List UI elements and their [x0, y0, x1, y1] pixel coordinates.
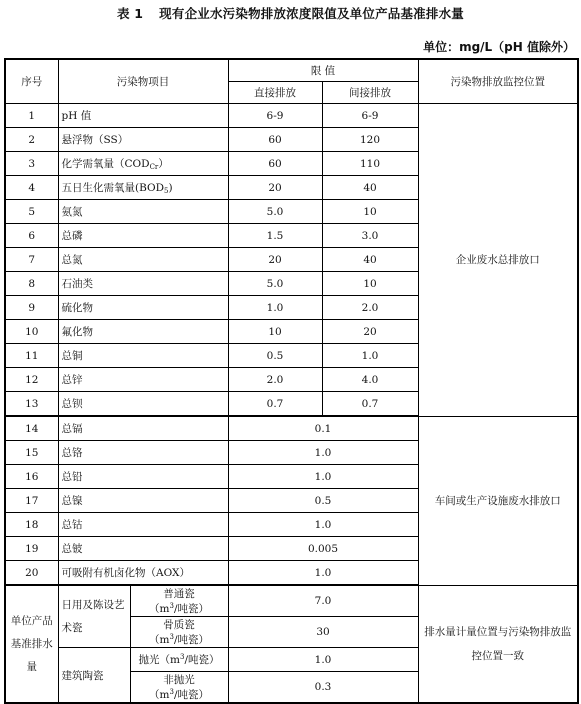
bench-item-name: 骨质瓷（$m^3/$吨瓷） — [130, 617, 228, 648]
row-item: 总铬 — [58, 441, 228, 465]
row-indirect: 3.0 — [322, 224, 418, 248]
header-direct: 直接排放 — [228, 82, 322, 104]
row-item: 氨氮 — [58, 200, 228, 224]
row-item: 总锌 — [58, 368, 228, 392]
row-indirect: 1.0 — [322, 344, 418, 368]
row-item: 总镉 — [58, 416, 228, 441]
row-value: 0.5 — [228, 489, 418, 513]
row-direct: 20 — [228, 176, 322, 200]
row-no: 3 — [5, 152, 58, 176]
row-indirect: 2.0 — [322, 296, 418, 320]
row-item: 悬浮物（SS） — [58, 128, 228, 152]
row-no: 15 — [5, 441, 58, 465]
row-item: 化学需氧量$(COD_{Cr})$ — [58, 152, 228, 176]
bench-item-value: 1.0 — [228, 648, 418, 672]
row-item: 总钴 — [58, 513, 228, 537]
row-indirect: 6-9 — [322, 104, 418, 128]
row-no: 2 — [5, 128, 58, 152]
row-no: 1 — [5, 104, 58, 128]
row-no: 9 — [5, 296, 58, 320]
row-item: 总铅 — [58, 465, 228, 489]
bench-item-value: 7.0 — [228, 585, 418, 617]
row-value: 1.0 — [228, 561, 418, 586]
row-no: 14 — [5, 416, 58, 441]
row-no: 13 — [5, 392, 58, 417]
row-indirect: 20 — [322, 320, 418, 344]
row-indirect: 120 — [322, 128, 418, 152]
row-item: pH 值 — [58, 104, 228, 128]
table-caption — [0, 4, 581, 22]
row-direct: 20 — [228, 248, 322, 272]
pollutant-limits-table — [4, 58, 579, 704]
row-no: 5 — [5, 200, 58, 224]
row-direct: 60 — [228, 128, 322, 152]
header-item: 污染物项目 — [58, 59, 228, 104]
header-indirect: 间接排放 — [322, 82, 418, 104]
header-location: 污染物排放监控位置 — [418, 59, 578, 104]
row-item: 五日生化需氧量$(BOD_5)$ — [58, 176, 228, 200]
table-number: 表 1 — [117, 6, 144, 21]
row-no: 4 — [5, 176, 58, 200]
row-value: 1.0 — [228, 513, 418, 537]
row-direct: 0.7 — [228, 392, 322, 417]
row-indirect: 4.0 — [322, 368, 418, 392]
row-indirect: 110 — [322, 152, 418, 176]
row-value: 1.0 — [228, 441, 418, 465]
row-no: 16 — [5, 465, 58, 489]
row-direct: 2.0 — [228, 368, 322, 392]
row-no: 11 — [5, 344, 58, 368]
row-indirect: 0.7 — [322, 392, 418, 417]
row-item: 氟化物 — [58, 320, 228, 344]
row-no: 18 — [5, 513, 58, 537]
bench-item-name: 抛光（$m^3/$吨瓷） — [130, 648, 228, 672]
table-title: 现有企业水污染物排放浓度限值及单位产品基准排水量 — [159, 6, 464, 21]
header-limit: 限 值 — [228, 59, 418, 82]
row-indirect: 40 — [322, 176, 418, 200]
row-direct: 0.5 — [228, 344, 322, 368]
bench-item-name: 非抛光（$m^3/$吨瓷） — [130, 672, 228, 704]
row-value: 0.1 — [228, 416, 418, 441]
bench-item-value: 30 — [228, 617, 418, 648]
bench-item-name: 普通瓷（$m^3/$吨瓷） — [130, 585, 228, 617]
bench-label: 单位产品基准排水量 — [5, 585, 58, 703]
row-item: 总铍 — [58, 537, 228, 561]
row-indirect: 40 — [322, 248, 418, 272]
row-direct: 6-9 — [228, 104, 322, 128]
row-item: 总钡 — [58, 392, 228, 417]
row-value: 0.005 — [228, 537, 418, 561]
row-no: 12 — [5, 368, 58, 392]
row-item: 总铜 — [58, 344, 228, 368]
row-direct: 5.0 — [228, 200, 322, 224]
row-direct: 60 — [228, 152, 322, 176]
bench-item-value: 0.3 — [228, 672, 418, 704]
location-workshop-outlet: 车间或生产设施废水排放口 — [418, 416, 578, 585]
row-no: 19 — [5, 537, 58, 561]
row-item: 总磷 — [58, 224, 228, 248]
row-no: 20 — [5, 561, 58, 586]
row-item: 总镍 — [58, 489, 228, 513]
row-direct: 5.0 — [228, 272, 322, 296]
row-item: 总氮 — [58, 248, 228, 272]
row-no: 17 — [5, 489, 58, 513]
row-no: 7 — [5, 248, 58, 272]
row-no: 10 — [5, 320, 58, 344]
row-indirect: 10 — [322, 272, 418, 296]
header-no: 序号 — [5, 59, 58, 104]
row-no: 6 — [5, 224, 58, 248]
bench-location: 排水量计量位置与污染物排放监控位置一致 — [418, 585, 578, 703]
row-direct: 1.0 — [228, 296, 322, 320]
row-item: 硫化物 — [58, 296, 228, 320]
row-direct: 1.5 — [228, 224, 322, 248]
row-value: 1.0 — [228, 465, 418, 489]
row-item: 可吸附有机卤化物（AOX） — [58, 561, 228, 586]
unit-note: 单位：mg/L（pH 值除外） — [423, 40, 575, 54]
location-total-outlet: 企业废水总排放口 — [418, 104, 578, 417]
row-no: 8 — [5, 272, 58, 296]
row-direct: 10 — [228, 320, 322, 344]
row-indirect: 10 — [322, 200, 418, 224]
bench-group-building: 建筑陶瓷 — [58, 648, 130, 704]
row-item: 石油类 — [58, 272, 228, 296]
bench-group-daily: 日用及陈设艺术瓷 — [58, 585, 130, 648]
